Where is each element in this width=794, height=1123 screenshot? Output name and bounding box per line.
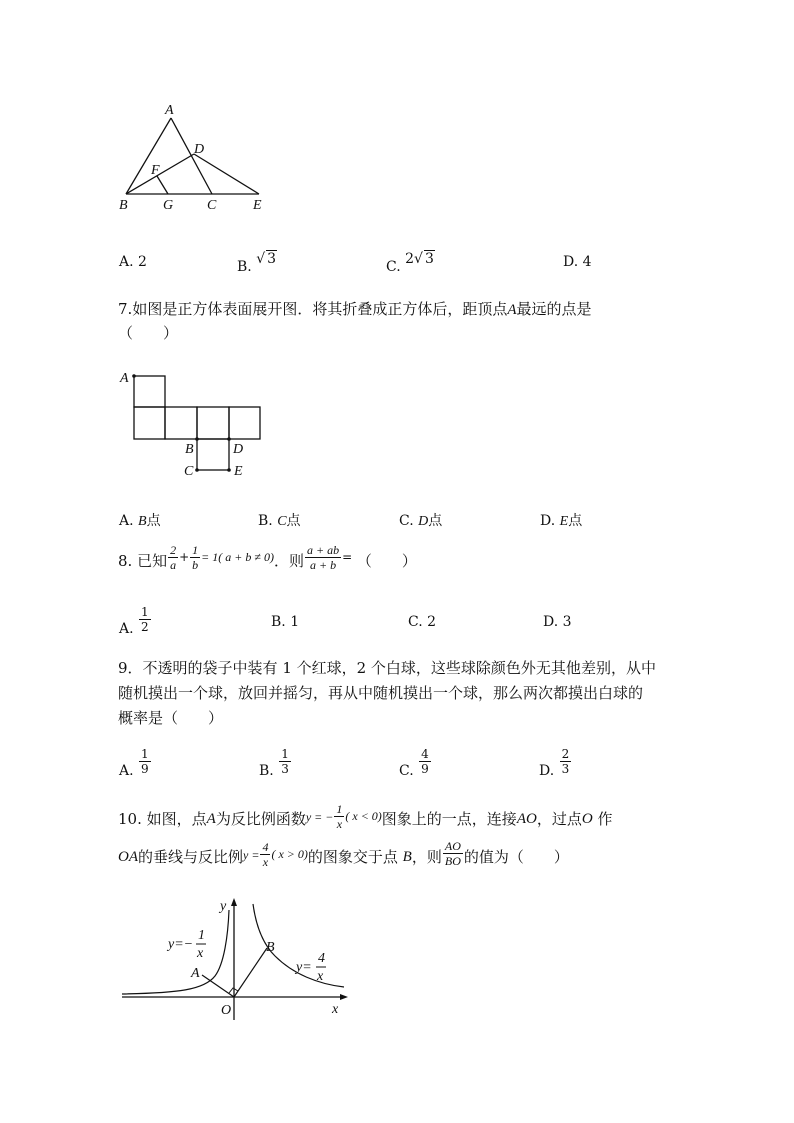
point-B-label: B [266,940,275,955]
label-E: E [234,464,243,479]
q7-option-a [119,510,161,530]
answer-parentheses: （ ） [356,552,417,570]
option-value: 4 [582,254,592,270]
variable: OA [118,849,138,865]
q8-stem [118,542,417,572]
numerator: AO [444,838,461,853]
denominator: x [336,816,343,831]
q6-option-b [237,250,277,275]
label-D: D [194,142,205,157]
label-A: A [165,103,174,118]
left-function-label: y=− [168,937,194,952]
variable: D [418,514,429,529]
fraction-1-over-x [334,803,344,830]
condition-expression: = 1( a + b ≠ 0) [201,550,274,564]
fraction-1-2 [139,606,151,633]
label-B: B [119,198,128,213]
numerator: a + ab [306,542,340,557]
option-label: C. [386,259,401,275]
y-axis-label: y [220,899,227,914]
variable: B [138,514,147,529]
plus-sign: + [179,550,190,564]
option-label: D. [543,614,559,630]
option-label: D. [563,254,579,270]
option-suffix: 点 [286,513,301,529]
denominator: 3 [281,762,289,776]
sqrt-expression: √ 3 [256,251,277,267]
variable: O [581,811,593,827]
denominator: 9 [141,762,149,776]
q8-option-b [271,614,299,630]
denominator: 3 [561,762,570,776]
question-number: 10. [118,810,142,828]
option-suffix: 点 [146,513,161,529]
equals-sign: = [342,550,353,564]
denominator: a + b [309,557,337,572]
option-label: B. [259,763,274,779]
denominator: b [192,557,199,572]
right-function-denominator: x [317,969,324,984]
variable: A [507,302,517,318]
left-function-denominator: x [197,946,204,961]
option-label: B. [258,513,273,529]
numerator: 4 [421,747,429,761]
option-label: C. [408,614,423,630]
function-expression: y = − [305,810,334,824]
question-text: ．则 [273,552,304,570]
question-text: 为反比例函数 [215,810,306,828]
option-value: 1 [290,614,300,630]
label-C: C [184,464,194,479]
question-text: 的垂线与反比例 [138,848,244,866]
triangle-figure [110,98,280,218]
option-value: 2 [427,614,437,630]
q7-stem-line1 [118,298,592,321]
option-label: B. [271,614,286,630]
right-function-numerator: 4 [318,951,325,966]
q9-option-a [119,747,152,779]
q9-stem-line1: 9．不透明的袋子中装有 1 个红球，2 个白球，这些球除颜色外无其他差别，从中 [118,659,656,677]
domain-condition: ( x > 0) [271,847,308,861]
option-label: A. [119,513,134,529]
fraction-1-3 [279,748,291,775]
denominator: 9 [421,762,429,776]
fraction-4-9 [419,748,431,775]
label-G: G [163,198,174,213]
q8-option-c [408,614,436,630]
option-label: D. [539,763,555,779]
left-function-numerator: 1 [198,928,205,943]
point-A-label: A [191,966,200,981]
option-suffix: 点 [428,513,443,529]
variable: E [559,514,569,529]
numerator: 1 [141,605,149,619]
denominator: x [262,854,269,869]
fraction-4-over-x [260,841,270,868]
numerator: 2 [170,542,177,557]
q7-option-b [258,510,301,530]
option-value: 3 [562,614,572,630]
label-C: C [207,198,217,213]
numerator: 2 [561,747,570,761]
q10-stem-line1 [118,801,613,831]
domain-condition: ( x < 0) [345,809,382,823]
q9-stem-line2: 随机摸出一个球，放回并摇匀，再从中随机摸出一个球，那么两次都摸出白球的 [118,684,644,702]
fraction-1-9 [139,748,151,775]
q9-option-b [259,747,292,779]
right-function-label: y= [296,960,312,975]
option-label: D. [540,513,556,529]
question-text: 最远的点是 [516,300,592,318]
numerator: 1 [192,542,199,557]
q9-stem-line3: 概率是（ ） [118,709,224,727]
option-label: B. [237,259,252,275]
q8-option-d [543,614,572,630]
sqrt-expression: √ 3 [414,251,434,267]
question-text: 作 [597,810,613,828]
variable: A [206,811,216,827]
question-text: 图象上的一点，连接 [381,810,517,828]
origin-label: O [221,1003,232,1018]
fraction-expression [305,544,341,571]
fraction-1-over-b [190,544,200,571]
option-label: C. [399,513,414,529]
q6-option-a [119,254,147,270]
question-number: 7. [118,300,133,318]
denominator: 2 [141,620,149,634]
fraction-ao-over-bo [443,840,463,867]
denominator: a [170,557,177,572]
q8-option-a [119,605,152,637]
question-text: ，过点 [536,810,582,828]
q6-option-c [386,250,435,275]
question-text: 如图，点 [146,810,207,828]
x-axis-label: x [332,1002,339,1017]
hyperbola-graph-figure [118,896,358,1026]
numerator: 4 [262,839,269,854]
option-label: A. [119,254,134,270]
option-suffix: 点 [568,513,583,529]
q7-option-c [399,510,442,530]
q6-option-d [563,254,592,270]
numerator: 1 [336,801,343,816]
label-E: E [253,198,262,213]
function-expression: y = [243,848,260,862]
option-label: C. [399,763,414,779]
question-text: 如图是正方体表面展开图．将其折叠成正方体后，距顶点 [132,300,508,318]
option-value: 2 [138,254,147,270]
question-text: 的图象交于点 [307,848,398,866]
question-number: 8. [118,552,133,570]
q7-option-d [540,510,582,530]
fraction-2-3 [560,748,572,775]
numerator: 1 [281,747,289,761]
radicand: 3 [424,251,434,267]
variable: AO [516,811,537,827]
variable: B [402,849,412,865]
question-text: ，则 [411,848,442,866]
question-text: 已知 [137,552,168,570]
label-A: A [120,371,129,386]
answer-parentheses: （ ） [118,324,179,342]
fraction-2-over-a [168,544,178,571]
denominator: BO [444,853,461,868]
variable: C [277,514,287,529]
label-B: B [185,442,194,457]
label-D: D [233,442,244,457]
q9-option-d [539,747,572,779]
coefficient: 2 [405,251,415,267]
numerator: 1 [141,747,149,761]
label-F: F [151,163,160,178]
radicand: 3 [267,251,277,267]
question-text: 的值为（ ） [463,848,569,866]
q9-option-c [399,747,432,779]
option-label: A. [119,621,134,637]
option-label: A. [119,763,134,779]
cube-net-figure [112,366,272,481]
q7-stem-line2 [118,322,178,344]
q10-stem-line2 [118,838,569,869]
